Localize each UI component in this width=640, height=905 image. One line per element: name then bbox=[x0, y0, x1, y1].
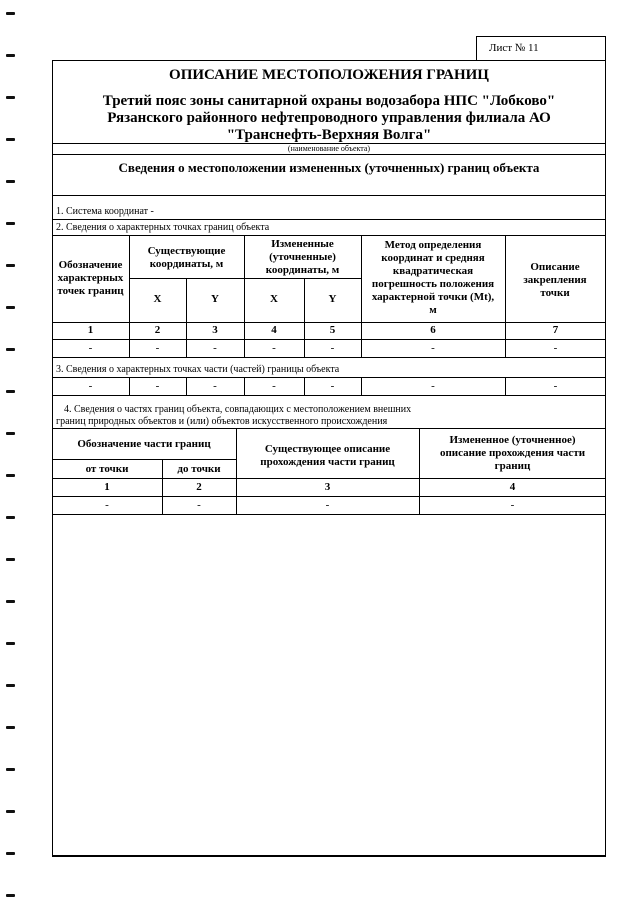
header-changed-line: координаты, м bbox=[265, 264, 340, 276]
header-existing-desc-line: прохождения части границ bbox=[260, 456, 395, 468]
header-from-point: от точки bbox=[85, 463, 129, 475]
column-number-cell: 2 bbox=[196, 481, 202, 493]
table-cell: - bbox=[105, 499, 109, 511]
header-existing-coords bbox=[129, 245, 244, 271]
header-existing-desc-line: Существующее описание bbox=[264, 443, 391, 455]
section4-title-line1: 4. Сведения о частях границ объекта, совпадающих с местоположением внешних bbox=[64, 404, 412, 415]
table-cell: - bbox=[155, 342, 160, 354]
header-changed-x: X bbox=[270, 293, 278, 305]
binder-mark bbox=[6, 54, 15, 57]
header-method bbox=[361, 239, 505, 317]
header-existing-line: координаты, м bbox=[149, 258, 224, 270]
table4-row-bottom bbox=[52, 514, 606, 515]
binder-mark bbox=[6, 600, 15, 603]
divider bbox=[52, 154, 606, 155]
sheet-number-box bbox=[476, 36, 606, 60]
header-changed-desc-line: описание прохождения части bbox=[439, 447, 586, 459]
header-method-line: м bbox=[429, 304, 437, 316]
column-number-cell: 5 bbox=[329, 324, 336, 336]
table-cell: - bbox=[431, 380, 435, 392]
binder-mark bbox=[6, 222, 15, 225]
header-designation-line: точек границ bbox=[57, 285, 124, 297]
binder-mark bbox=[6, 810, 15, 813]
binder-mark bbox=[6, 684, 15, 687]
table3-bottom bbox=[52, 395, 606, 396]
binder-mark bbox=[6, 852, 15, 855]
table-cell: - bbox=[155, 380, 160, 392]
binder-mark bbox=[6, 96, 15, 99]
header-existing-x: X bbox=[153, 293, 162, 305]
header-method-line: характерной точки (Mt), bbox=[371, 291, 495, 303]
header-changed-coords bbox=[244, 238, 361, 277]
binder-mark bbox=[6, 180, 15, 183]
header-method-line: координат и средняя bbox=[381, 252, 485, 264]
column-number-cell: 7 bbox=[552, 324, 559, 336]
column-number-cell: 1 bbox=[87, 324, 94, 336]
column-number-cell: 3 bbox=[324, 481, 331, 493]
table2-numbers-bottom bbox=[52, 339, 606, 340]
table-cell: - bbox=[431, 342, 435, 354]
table4-numbers-bottom bbox=[52, 496, 606, 497]
binder-mark bbox=[6, 516, 15, 519]
header-fixing-line: точки bbox=[540, 287, 570, 299]
header-existing-description bbox=[236, 443, 419, 469]
table-cell: - bbox=[213, 380, 217, 392]
table4-top bbox=[52, 428, 606, 429]
table2-row-bottom bbox=[52, 357, 606, 358]
table-cell: - bbox=[330, 380, 335, 392]
table3-top bbox=[52, 377, 606, 378]
table-cell: - bbox=[330, 342, 335, 354]
header-designation-line: характерных bbox=[57, 272, 124, 284]
object-name-line1: Третий пояс зоны санитарной охраны водозабора НПС "Лобково" bbox=[102, 93, 556, 109]
header-method-line: квадратическая bbox=[392, 265, 474, 277]
object-caption: (наименование объекта) bbox=[287, 144, 371, 153]
header-method-line: погрешность положения bbox=[371, 278, 495, 290]
table-cell: - bbox=[325, 499, 330, 511]
binder-mark bbox=[6, 264, 15, 267]
binder-mark bbox=[6, 348, 15, 351]
column-number-cell: 4 bbox=[271, 324, 277, 336]
table4-subheader-line bbox=[52, 459, 236, 460]
header-fixing bbox=[505, 261, 605, 300]
column-number-cell: 3 bbox=[212, 324, 218, 336]
table4-header-bottom bbox=[52, 478, 606, 479]
object-name-line3: "Транснефть-Верхняя Волга" bbox=[226, 127, 432, 143]
divider bbox=[52, 219, 606, 220]
binder-mark bbox=[6, 390, 15, 393]
header-fixing-line: закрепления bbox=[523, 274, 587, 286]
table2-top bbox=[52, 235, 606, 236]
header-changed-y: Y bbox=[328, 293, 337, 305]
coord-system: 1. Система координат - bbox=[56, 206, 154, 217]
table2-header-bottom bbox=[52, 322, 606, 323]
section-title: Сведения о местоположении измененных (уточненных) границ объекта bbox=[118, 160, 540, 175]
header-designation-line: Обозначение bbox=[58, 259, 123, 271]
header-method-line: Метод определения bbox=[384, 239, 482, 251]
header-fixing-line: Описание bbox=[530, 261, 580, 273]
binder-mark bbox=[6, 768, 15, 771]
binder-mark bbox=[6, 642, 15, 645]
binder-mark bbox=[6, 558, 15, 561]
binder-mark bbox=[6, 12, 15, 15]
binder-mark bbox=[6, 306, 15, 309]
table-cell: - bbox=[88, 380, 93, 392]
column-number-cell: 2 bbox=[154, 324, 161, 336]
header-changed-line: Измененные bbox=[271, 238, 334, 250]
table-cell: - bbox=[553, 380, 558, 392]
binder-mark bbox=[6, 474, 15, 477]
header-existing-y: Y bbox=[211, 293, 219, 305]
header-changed-description bbox=[419, 434, 606, 473]
section2-title: 2. Сведения о характерных точках границ объекта bbox=[56, 222, 270, 233]
binder-mark bbox=[6, 138, 15, 141]
header-designation bbox=[52, 259, 129, 298]
section4-title-line2: границ природных объектов и (или) объектов искусственного происхождения bbox=[56, 416, 388, 427]
header-changed-line: (уточненные) bbox=[269, 251, 336, 263]
binder-mark bbox=[6, 894, 15, 897]
header-changed-desc-line: Измененное (уточненное) bbox=[449, 434, 576, 446]
header-changed-desc-line: границ bbox=[494, 460, 531, 472]
header-part: Обозначение части границ bbox=[77, 438, 211, 450]
divider bbox=[52, 195, 606, 196]
sheet-number: Лист № 11 bbox=[489, 42, 539, 54]
binder-mark bbox=[6, 432, 15, 435]
object-name-line2: Рязанского районного нефтепроводного управления филиала АО bbox=[107, 110, 551, 126]
column-number-cell: 6 bbox=[430, 324, 436, 336]
table2-subheader-line bbox=[129, 278, 362, 279]
header-existing-line: Существующие bbox=[147, 245, 226, 257]
table-cell: - bbox=[553, 342, 558, 354]
section3-title: 3. Сведения о характерных точках части (частей) границы объекта bbox=[56, 364, 340, 375]
binder-mark bbox=[6, 726, 15, 729]
document-title: ОПИСАНИЕ МЕСТОПОЛОЖЕНИЯ ГРАНИЦ bbox=[169, 67, 489, 83]
table-cell: - bbox=[213, 342, 217, 354]
column-number-cell: 4 bbox=[509, 481, 516, 493]
table-cell: - bbox=[510, 499, 515, 511]
table-cell: - bbox=[272, 380, 276, 392]
table-cell: - bbox=[197, 499, 201, 511]
header-to-point: до точки bbox=[177, 463, 221, 475]
column-number-cell: 1 bbox=[104, 481, 110, 493]
object-name bbox=[52, 93, 606, 144]
table-cell: - bbox=[88, 342, 93, 354]
table-cell: - bbox=[272, 342, 276, 354]
